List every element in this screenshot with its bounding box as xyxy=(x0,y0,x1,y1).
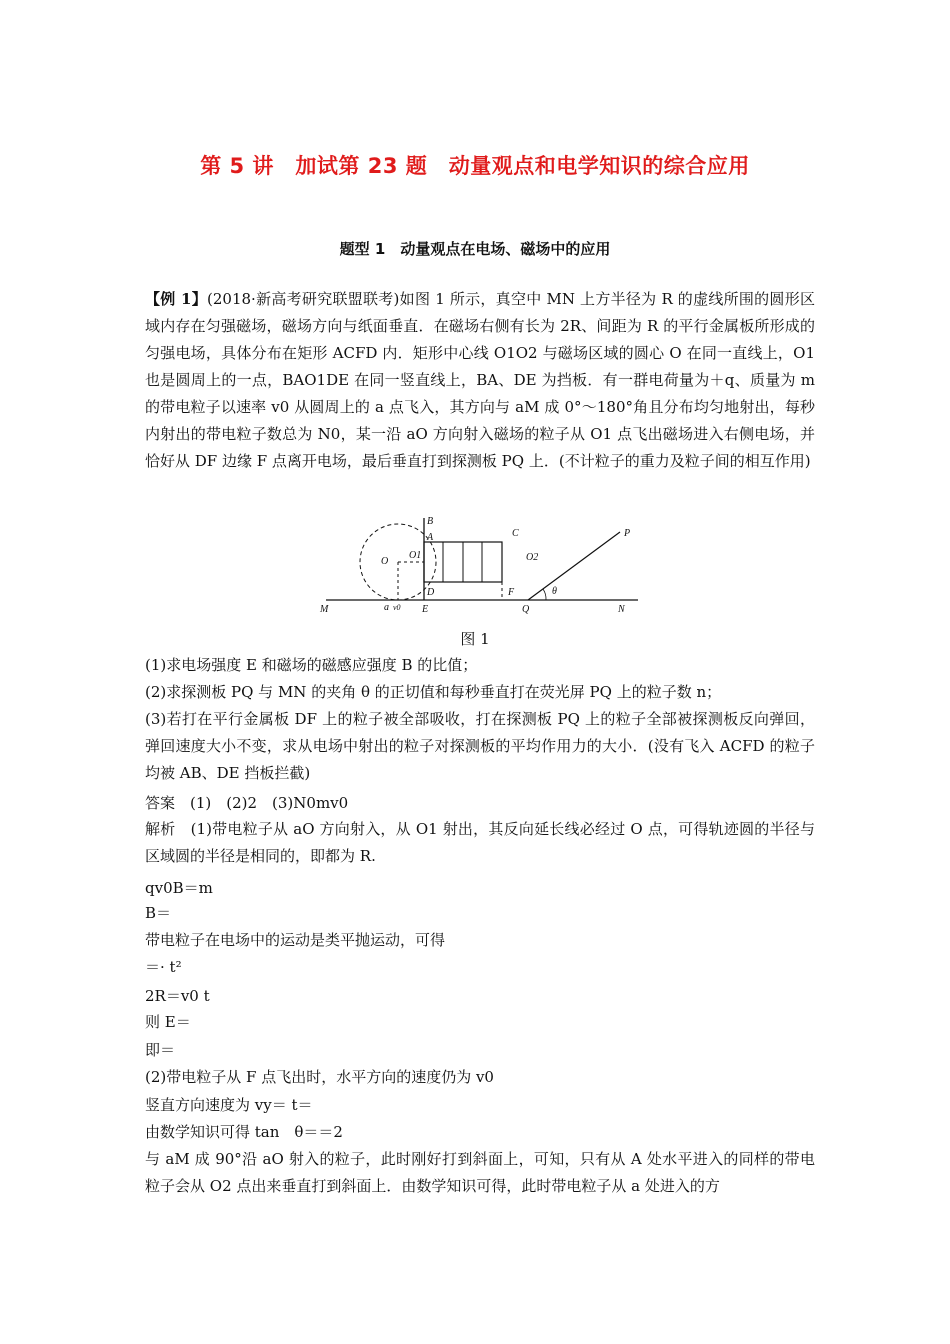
label-n: N xyxy=(618,604,625,614)
figure-1 xyxy=(318,514,638,614)
theta-arc xyxy=(543,589,546,600)
equation-8: 由数学知识可得 tan θ＝＝2 xyxy=(145,1123,343,1141)
label-a-point: A xyxy=(427,532,434,543)
label-b: B xyxy=(427,516,434,527)
equation-2: B＝ xyxy=(145,904,172,922)
question-3: (3)若打在平行金属板 DF 上的粒子被全部吸收，打在探测板 PQ 上的粒子全部被探测板反向弹回，弹回速度大小不变，求从电场中射出的粒子对探测板的平均作用力的大小．(没有飞入 ACFD 的粒子均被 AB、DE 挡板拦截) xyxy=(145,710,815,782)
label-a: a xyxy=(384,602,389,613)
analysis-line-8: (2)带电粒子从 F 点飞出时，水平方向的速度仍为 v0 xyxy=(145,1068,494,1086)
label-f: F xyxy=(508,587,515,598)
label-theta: θ xyxy=(552,586,557,597)
equation-1: qv0B＝m xyxy=(145,879,213,897)
label-o1: O1 xyxy=(409,550,422,561)
probe-plate-pq xyxy=(528,532,620,600)
question-1: (1)求电场强度 E 和磁场的磁感应强度 B 的比值； xyxy=(145,656,478,674)
answer: 答案 (1) (2)2 (3)N0mv0 xyxy=(145,794,349,812)
label-q: Q xyxy=(522,604,530,614)
example-tag: 【例 1】 xyxy=(145,290,208,308)
example-problem xyxy=(145,286,815,475)
label-v0: v0 xyxy=(393,603,401,612)
equation-4: 2R＝v0 t xyxy=(145,987,210,1005)
question-2: (2)求探测板 PQ 与 MN 的夹角 θ 的正切值和每秒垂直打在荧光屏 PQ 上的粒子数 n； xyxy=(145,683,722,701)
page-title: 第 5 讲 加试第 23 题 动量观点和电学知识的综合应用 xyxy=(200,154,750,178)
label-d: D xyxy=(427,587,435,598)
figure-caption: 图 1 xyxy=(460,630,490,648)
equation-6: 即＝ xyxy=(145,1041,176,1059)
label-p: P xyxy=(624,528,631,539)
analysis-line-3: 带电粒子在电场中的运动是类平抛运动，可得 xyxy=(145,931,446,949)
label-m: M xyxy=(320,604,329,614)
label-o2: O2 xyxy=(526,552,539,563)
equation-5: 则 E＝ xyxy=(145,1013,191,1031)
equation-3: ＝· t² xyxy=(145,958,182,976)
analysis-paragraph-2: 与 aM 成 90°沿 aO 射入的粒子，此时刚好打到斜面上，可知，只有从 A 处水平进入的同样的带电粒子会从 O2 点出来垂直打到斜面上．由数学知识可得，此时带电粒子从 a 处进入的方 xyxy=(145,1150,815,1195)
label-e: E xyxy=(422,604,429,614)
analysis-paragraph-1: 解析 (1)带电粒子从 aO 方向射入，从 O1 射出，其反向延长线必经过 O 点，可得轨迹圆的半径与区域圆的半径是相同的，即都为 R. xyxy=(145,820,815,865)
section-title: 题型 1 动量观点在电场、磁场中的应用 xyxy=(339,240,611,258)
label-c: C xyxy=(512,528,519,539)
example-text: (2018·新高考研究联盟联考)如图 1 所示，真空中 MN 上方半径为 R 的虚线所围的圆形区域内存在匀强磁场，磁场方向与纸面垂直．在磁场右侧有长为 2R、间距为 R 的平行金属板所形成的匀强电场，具体分布在矩形 ACFD 内．矩形中心线 O1O2 与磁场区域的圆心 O 在同一直线上，O1 也是圆周上的一点，BAO1DE 在同一竖直线上，BA、DE 为挡板．有一群电荷量为＋q、质量为 m 的带电粒子以速率 v0 从圆周上的 a 点飞入，其方向与 aM 成 0°～180°角且分布均匀地射出，每秒内射出的带电粒子数总为 N0，某一沿 aO 方向射入磁场的粒子从 O1 点飞出磁场进入右侧电场，并恰好从 DF 边缘 F 点离开电场，最后垂直打到探测板 PQ 上．(不计粒子的重力及粒子间的相互作用) xyxy=(145,290,815,470)
label-o: O xyxy=(381,556,389,567)
equation-7: 竖直方向速度为 vy＝ t＝ xyxy=(145,1096,313,1114)
